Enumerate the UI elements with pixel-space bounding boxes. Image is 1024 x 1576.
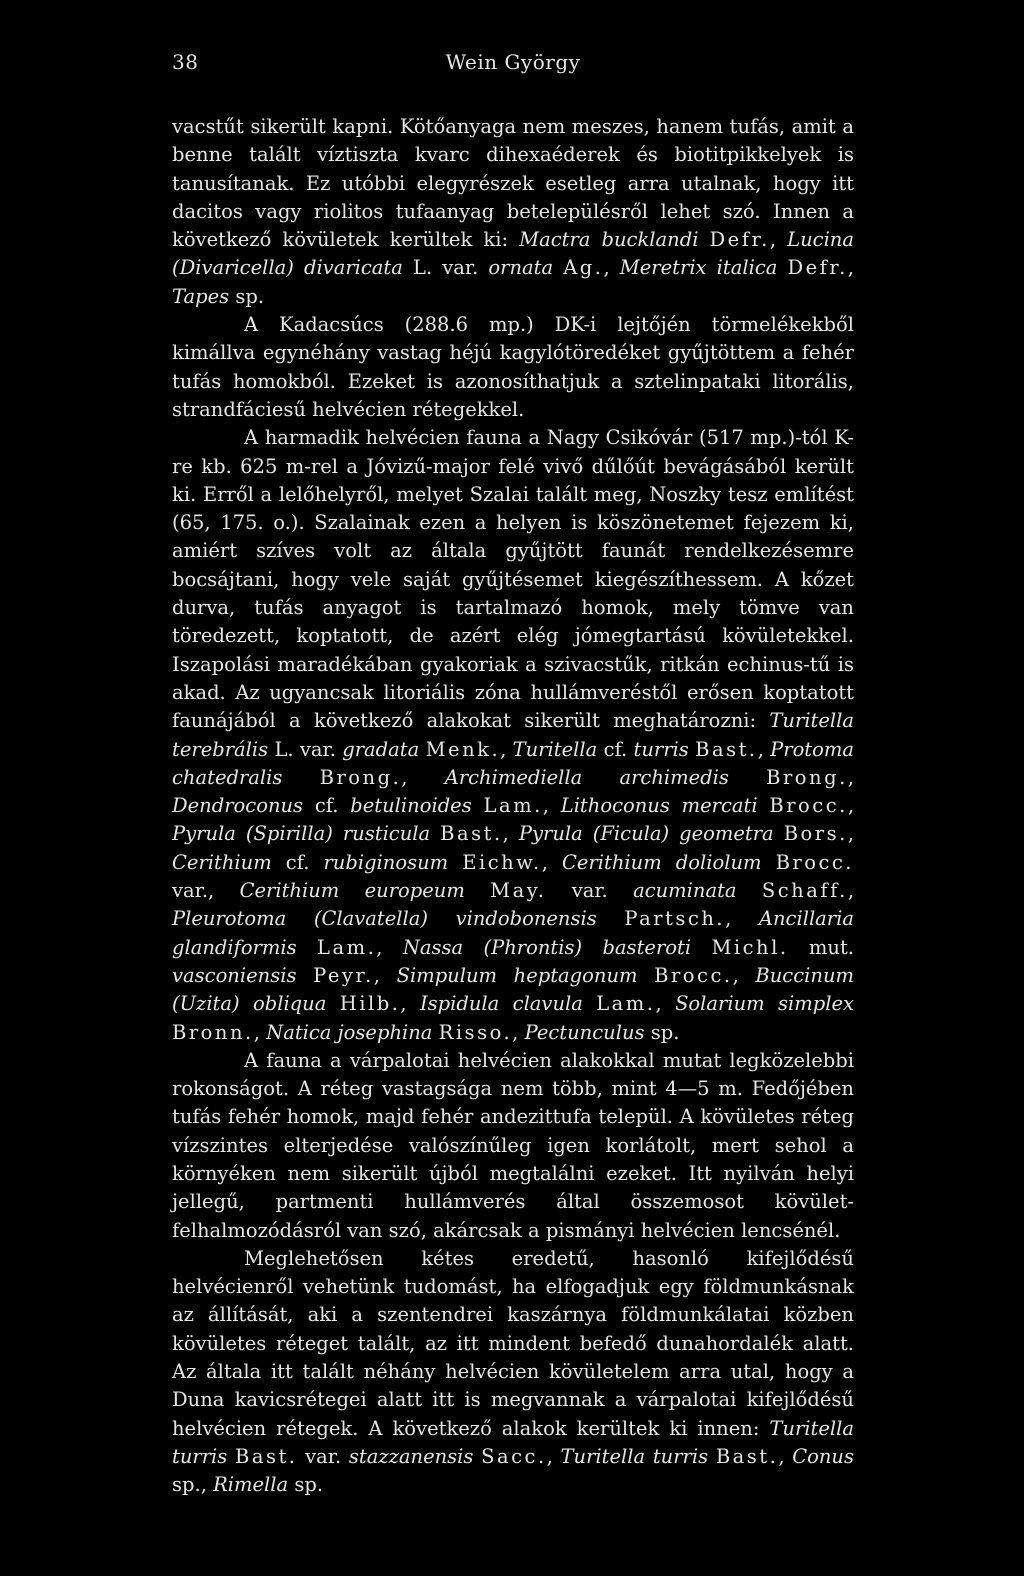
taxon-name: Lucina (Divaricella) divaricata [172,228,854,280]
author-name: Bronn. [172,1020,254,1044]
text-run [465,879,490,902]
text-run [698,228,709,251]
text-run: , [512,1020,525,1044]
taxon-name: betulinoides [350,794,472,818]
taxon-name: Nassa (Phrontis) basteroti [402,935,692,959]
text-run: cf. [303,794,351,818]
author-name: Lam. [317,935,377,959]
taxon-name: Ispidula clavula [419,992,583,1016]
text-run [282,766,319,789]
text-run [691,936,711,959]
text-run: , [401,765,445,789]
text-run: A Kadacsúcs (288.6 mp.) DK-i lejtőjén törmelékekből kimállva egynéhány vastag héjú kagylótöredéket gyűjtöttem a fehér tufás homokból. Ezeket is azonosíthatjuk a sztelinpataki litorális, strandfáciesű helvécien rétegekkel. [172,313,854,421]
author-name: Brocc. [775,850,854,874]
taxon-name: Pyrula (Spirilla) rusticula [172,822,431,846]
author-name: Schaff. [761,879,848,903]
author-name: Eichw. [462,850,542,874]
text-run: , [847,822,855,846]
text-run: , [500,737,513,761]
paragraph [172,1245,854,1500]
taxon-name: vasconiensis [172,963,297,987]
taxon-name: Ancillaria glandiformis [172,907,854,959]
text-run: Meglehetősen kétes eredetű, hasonló kifejlődésű helvécienről vehetünk tudomást, ha elfogadjuk egy földmunkásnak az állítását, aki a szentendrei kaszárnya földmunkálatai közben kövületes réteget talált, az itt mindent befedő dunahordalék alatt. Az általa itt talált néhány helvécien kövületelem arra utal, hogy a Duna kavicsrétegei alatt itt is megvannak a várpalotai kifejlődésű helvécien rétegek. A következő alakok kerültek ki innen: [172,1246,854,1440]
taxon-name: Turitella terebrális [172,709,854,761]
taxon-name: Conus [792,1444,854,1468]
text-run [553,256,563,279]
text-run [448,851,462,874]
page-number: 38 [172,50,199,74]
author-name: Ag. [563,256,604,280]
text-run [297,936,317,959]
taxon-name: ornata [488,256,554,280]
taxon-name: stazzanensis [348,1444,474,1468]
taxon-name: acuminata [633,879,737,903]
taxon-name: Natica josephina [266,1020,433,1044]
taxon-name: Turitella turris [560,1444,709,1468]
text-run: mut. [788,935,854,959]
text-run: sp. [229,284,265,308]
running-title: Wein György [445,50,581,74]
text-run [472,794,484,817]
author-name: Lam. [483,794,543,818]
text-run: A harmadik helvécien fauna a Nagy Csikóvár (517 mp.)-tól K-re kb. 625 m-rel a Jóvizű-major felé vivő dűlőút bevágásából került ki. Erről a lelőhelyről, melyet Szalai talált meg, Noszky tesz említést (65, 175. o.). Szalainak ezen a helyen is köszönetemet fejezem ki, amiért szíves volt az általa gyűjtött faunát rendelkezésemre bocsájtani, hogy vele saját gyűjtésemet kiegészíthessem. A kőzet durva, tufás anyagot is tartalmazó homok, mely tömve van töredezett, koptatott, de azért elég jómegtartású kövületekkel. Iszapolási maradékában gyakoriak a szivacstűk, ritkán echinus-tű is akad. Az ugyancsak litoriális zóna hullámveréstől erősen koptatott faunájából a következő alakokat sikerült meghatározni: [172,426,854,733]
author-name: Brocc. [769,794,848,818]
author-name: Bast. [234,1444,298,1468]
taxon-name: rubiginosum [323,850,449,874]
text-run [583,992,596,1015]
text-run: cf. [271,850,324,874]
taxon-name: Archimediella archimedis [444,765,729,789]
text-run [758,794,770,817]
text-run: , [376,935,403,959]
paragraph [172,113,854,311]
text-run: , [502,822,519,846]
taxon-name: Lithoconus mercati [560,794,758,818]
text-run: L. var. [402,256,489,280]
text-run: , [847,765,854,789]
text-run: , [847,879,855,903]
author-name: Defr. [787,256,848,280]
author-name: Bors. [783,822,848,846]
text-run [227,1445,235,1468]
paragraph [172,1047,854,1245]
taxon-name: Mactra bucklandi [519,228,699,252]
text-run: sp. [288,1473,324,1497]
taxon-name: Cerithium europeum [239,879,465,903]
taxon-name: Simpulum heptagonum [396,963,638,987]
text-run: , [546,1444,561,1468]
text-run: , [603,256,620,280]
author-name: Brocc. [654,963,733,987]
text-run: sp., [172,1473,214,1497]
taxon-name: Buccinum (Uzita) obliqua [172,963,854,1016]
text-run [296,964,313,987]
text-run: A fauna a várpalotai helvécien alakokkal mutat legközelebbi rokonságot. A réteg vastagsága nem több, mint 4—5 m. Fedőjében tufás fehér homok, majd fehér andezittufa települ. A kövületes réteg vízszintes elterjedése valószínűleg igen korlátolt, mert sehol a környéken nem sikerült újból megtalálni ezeket. Itt nyilván helyi jellegű, partmenti hullámverés által összemosot kövület-felhalmozódásról van szó, akárcsak a pismányi helvécien lencsénél. [172,1048,854,1242]
text-run: var. [546,879,634,903]
taxon-name: Meretrix italica [619,256,778,280]
author-name: Brong. [766,765,848,789]
text-run: , [847,256,854,280]
taxon-name: Protoma chatedralis [172,737,854,789]
text-run: L. var. [268,737,343,761]
author-name: Defr. [709,228,770,252]
taxon-name: Turitella [512,737,598,761]
paragraph [172,311,854,424]
text-run: , [373,963,397,987]
author-name: Hilb. [339,992,401,1016]
author-name: Risso. [438,1020,513,1044]
taxon-name: Pleurotoma (Clavatella) vindobonensis [172,907,597,931]
text-run: var. [297,1444,349,1468]
taxon-name: Cerithium doliolum [562,850,762,874]
text-run [473,1445,481,1468]
text-run [597,907,625,930]
text-run: , [732,963,756,987]
text-run [777,256,787,279]
text-run: , [757,737,771,761]
taxon-name: Tapes [172,284,230,308]
text-run: sp. [644,1020,680,1044]
taxon-name: gradata [342,737,420,761]
text-run: vacstűt sikerült kapni. Kötőanyaga nem meszes, hanem tufás, amit a benne talált víztiszta kvarc dihexaéderek és biotitpikkelyek is tanusítanak. Ez utóbbi elegyrészek esetleg arra utalnak, hogy itt dacitos vagy riolitos tufaanyag betelepülésről lehet szó. Innen a következő kövületek kerültek ki: [172,115,854,252]
text-run: var., [172,879,240,903]
taxon-name: turris [633,737,689,761]
text-run: , [542,794,561,818]
text-run [708,1445,716,1468]
author-name: Bast. [695,737,758,761]
taxon-name: Dendroconus [172,794,304,818]
text-run: , [847,794,855,818]
body-text [172,113,854,1500]
text-run: , [253,1020,267,1044]
text-run [774,822,784,845]
text-run [729,766,766,789]
text-run: , [769,228,788,252]
text-run [638,964,655,987]
text-run [430,822,440,845]
text-run [737,879,762,902]
taxon-name: Pyrula (Ficula) geometra [518,822,774,846]
text-run: , [655,992,676,1016]
page-header [172,50,854,80]
author-name: Brong. [319,765,402,789]
author-name: Bast. [715,1444,779,1468]
text-run: , [778,1444,793,1468]
author-name: Sacc. [481,1444,547,1468]
text-run: , [400,992,420,1016]
author-name: Michl. [711,935,789,959]
paragraph [172,424,854,1047]
text-run [762,851,776,874]
author-name: Bast. [440,822,503,846]
taxon-name: Pectunculus [524,1020,645,1044]
taxon-name: Turitella turris [172,1416,854,1468]
taxon-name: Cerithium [172,850,272,874]
author-name: Menk. [425,737,501,761]
text-run: cf. [597,737,634,761]
text-run: , [541,850,563,874]
author-name: Peyr. [313,963,374,987]
author-name: Lam. [596,992,656,1016]
taxon-name: Rimella [213,1473,289,1497]
text-run: , [725,907,759,931]
author-name: May. [490,879,547,903]
text-run [326,992,339,1015]
taxon-name: Solarium simplex [675,992,854,1016]
author-name: Partsch. [624,907,726,931]
